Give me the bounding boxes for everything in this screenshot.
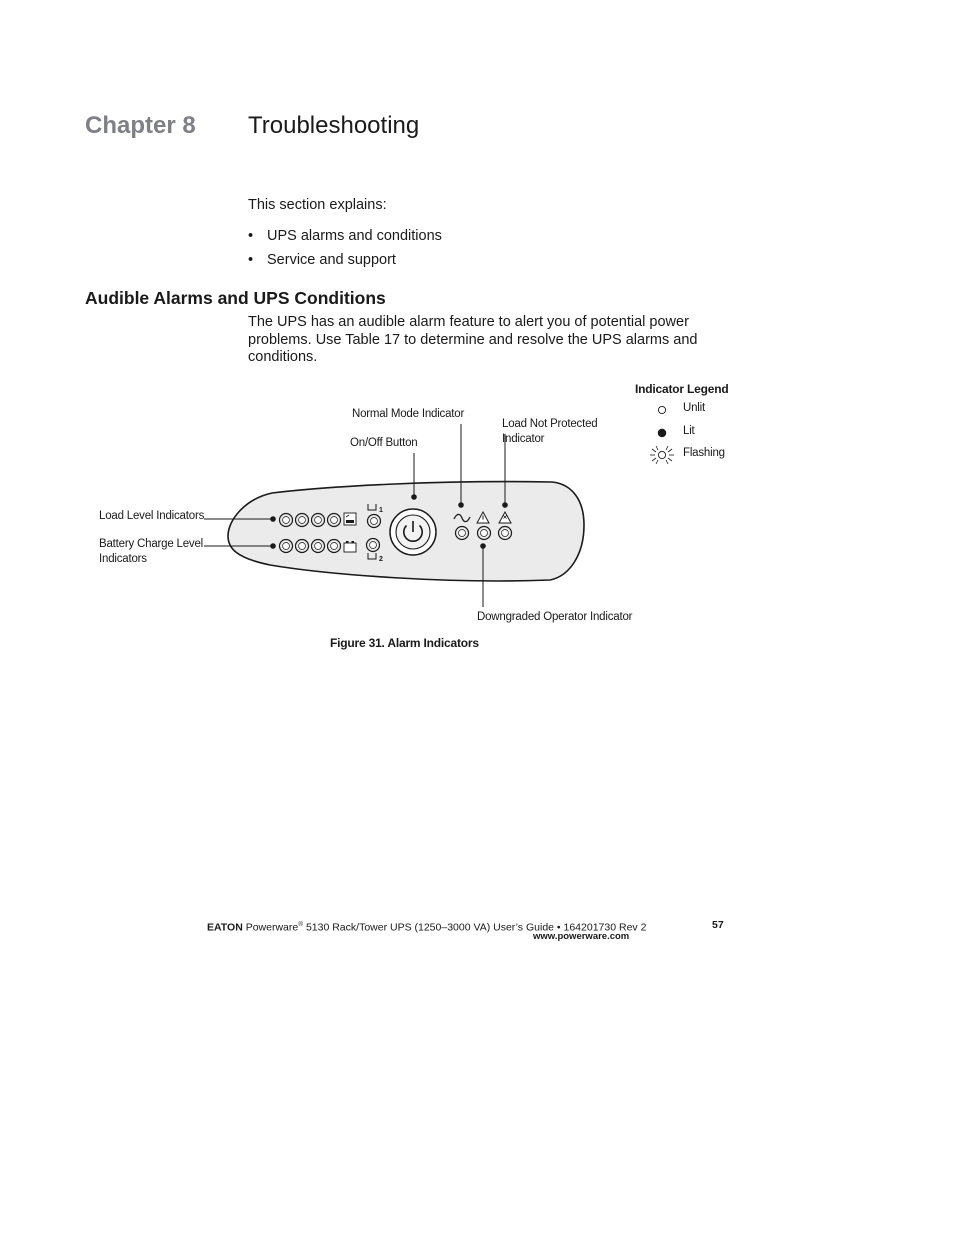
load-led-3 <box>312 514 325 527</box>
section-heading: Audible Alarms and UPS Conditions <box>85 288 386 308</box>
bullet-glyph: • <box>248 252 254 268</box>
on-off-dot <box>412 495 417 500</box>
footer-product: Powerware <box>245 921 299 934</box>
battery-led-3 <box>312 540 325 553</box>
flashing-symbol <box>658 451 665 458</box>
battery-icon <box>344 541 356 552</box>
footer-doc-info: 5130 Rack/Tower UPS (1250–3000 VA) User’s Guide • 164201730 Rev 2 <box>303 921 647 934</box>
chapter-title: Troubleshooting <box>248 112 420 139</box>
normal-mode-led <box>456 527 469 540</box>
segment-2-led <box>367 539 380 552</box>
load-percent-icon <box>344 513 356 525</box>
figure-caption: Figure 31. Alarm Indicators <box>330 636 479 650</box>
battery-charge-label-line2: Indicators <box>99 553 147 565</box>
battery-charge-label-line1: Battery Charge Level <box>99 538 204 550</box>
bullet-glyph: • <box>248 228 254 244</box>
battery-dot <box>271 544 276 549</box>
battery-led-1 <box>280 540 293 553</box>
legend-unlit-label: Unlit <box>683 402 706 414</box>
bullet-text: UPS alarms and conditions <box>267 228 442 244</box>
downgraded-dot <box>481 544 486 549</box>
segment-1-led <box>368 515 381 528</box>
normal-mode-label: Normal Mode Indicator <box>352 408 465 420</box>
bullet-text: Service and support <box>267 252 396 268</box>
lit-symbol <box>658 429 666 437</box>
downgraded-led <box>478 527 491 540</box>
downgraded-label: Downgraded Operator Indicator <box>477 611 633 623</box>
load-level-label: Load Level Indicators <box>99 510 205 522</box>
footer-registered: ® <box>298 921 304 928</box>
segment-2-label: 2 <box>379 556 383 563</box>
load-not-protected-label-line1: Load Not Protected <box>502 418 598 430</box>
unlit-symbol <box>658 406 665 413</box>
battery-led-4 <box>328 540 341 553</box>
normal-mode-dot <box>459 503 464 508</box>
footer-url[interactable]: www.powerware.com <box>533 931 630 942</box>
load-not-protected-label-line2: Indicator <box>502 433 545 445</box>
legend-flashing-label: Flashing <box>683 447 725 459</box>
load-led-2 <box>296 514 309 527</box>
load-not-protected-led <box>499 527 512 540</box>
footer-brand: EATON <box>207 921 243 934</box>
on-off-button[interactable] <box>390 509 436 555</box>
load-not-protected-dot <box>503 503 508 508</box>
legend-title: Indicator Legend <box>635 382 729 396</box>
intro-lead: This section explains: <box>248 197 387 213</box>
load-led-4 <box>328 514 341 527</box>
on-off-label: On/Off Button <box>350 437 418 449</box>
segment-1-label: 1 <box>379 507 383 514</box>
load-led-1 <box>280 514 293 527</box>
load-level-dot <box>271 517 276 522</box>
legend-symbols <box>650 406 674 464</box>
section-paragraph: The UPS has an audible alarm feature to alert you of potential power problems. Use Table 17 to determine and resolve the UPS alarms and conditions. <box>248 314 698 366</box>
battery-led-2 <box>296 540 309 553</box>
legend-lit-label: Lit <box>683 425 695 437</box>
page-number: 57 <box>712 919 724 931</box>
chapter-number: Chapter 8 <box>85 112 196 139</box>
